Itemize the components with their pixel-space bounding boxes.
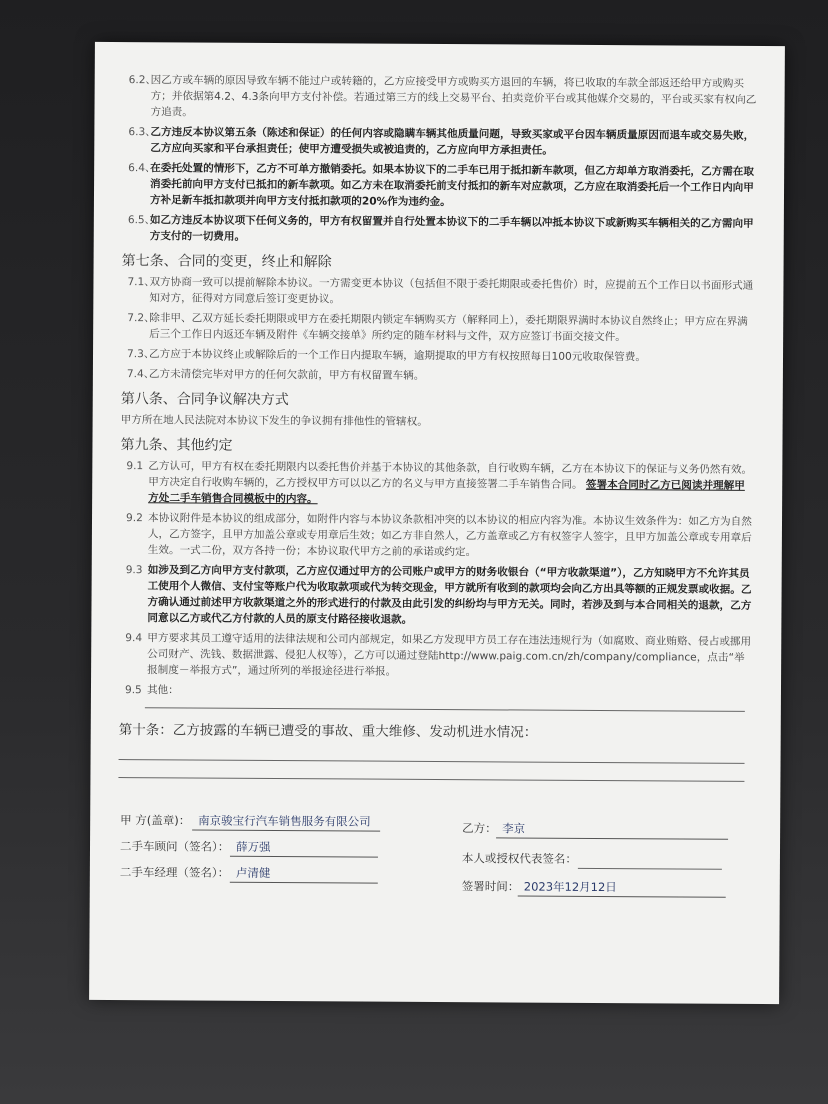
section-9-title: 第九条、其他约定 <box>120 437 233 454</box>
clause-number: 9.4 <box>125 632 143 645</box>
clause-number: 9.2 <box>125 512 143 525</box>
clause-9-2 <box>126 510 754 562</box>
clause-number: 7.4、 <box>126 368 155 381</box>
clause-7-3 <box>127 346 755 366</box>
manager-signature: 卢清健 <box>230 865 378 884</box>
clause-text: 如乙方违反本协议项下任何义务的，甲方有权留置并自行处置本协议下的二手车辆以冲抵本协议下或新购买车辆相关的乙方需向甲方支付的一切费用。 <box>149 214 754 243</box>
section-7-title: 第七条、合同的变更，终止和解除 <box>121 253 332 271</box>
clause-number: 9.3 <box>125 564 143 577</box>
clause-text: 甲方要求其员工遵守适用的法律法规和公司内部规定，如果乙方发现甲方员工存在违法违规行为（如腐败、商业贿赂、侵占或挪用公司财产、洗钱、数据泄露、侵犯人权等），乙方可以通过登陆http://www.paig.com.cn/zh/company/compliance，点击“举报制度－举报方式”，通过所列的举报途径进行举报。 <box>147 632 752 678</box>
clause-number: 6.4、 <box>128 162 156 175</box>
consultant-label: 二手车顾问（签名）： <box>119 839 230 854</box>
other-terms-line <box>145 706 745 712</box>
party-b-signature: 李京 <box>496 820 728 839</box>
disclosure-line-1 <box>119 758 745 764</box>
clause-7-1 <box>127 274 755 310</box>
clause-text: 乙方未清偿完毕对甲方的任何欠款前，甲方有权留置车辆。 <box>148 368 425 382</box>
clause-number: 6.5、 <box>127 214 156 227</box>
manager-label: 二手车经理（签名）： <box>119 865 230 880</box>
clause-9-4 <box>125 630 753 682</box>
clause-9-5 <box>125 682 753 702</box>
clause-9-1-text: 乙方认可，甲方有权在委托期限内以委托售价并基于本协议的其他条款，自行收购车辆，乙方在本协议下的保证与义务仍然有效。甲方决定自行收购车辆的，乙方授权甲方可以以乙方的名义与甲方直接签署二手车销售合同。 <box>148 460 753 491</box>
representative-label: 本人或授权代表签名： <box>461 851 577 866</box>
date-label: 签署时间： <box>461 879 520 894</box>
clause-text: 因乙方或车辆的原因导致车辆不能过户或转籍的，乙方应接受甲方或购买方退回的车辆，将已收取的车款全部返还给甲方或购买方；并依据第4.2、4.3条向甲方支付补偿。若通过第三方的线上交易平台、拍卖竞价平台或其他媒介交易的，平台或买家有权向乙方追责。 <box>150 74 757 119</box>
clause-6-3 <box>128 124 756 160</box>
clause-text: 乙方违反本协议第五条（陈述和保证）的任何内容或隐瞒车辆其他质量问题，导致买家或平台因车辆质量原因而退车或交易失败，乙方应向买家和平台承担责任；使甲方遭受损失或被追责的，乙方应向甲方承担责任。 <box>150 126 755 157</box>
clause-7-4 <box>127 366 755 386</box>
clause-text: 本协议附件是本协议的组成部分，如附件内容与本协议条款相冲突的以本协议的相应内容为准。本协议生效条件为：如乙方为自然人，乙方签字，且甲方加盖公章或专用章后生效；如乙方非自然人，乙方盖章或乙方有权签字人签字，且甲方加盖公章或专用章后生效。一式二份，双方各持一份；本协议取代甲方之前的承诺或约定。 <box>147 512 752 559</box>
signing-date: 2023年12月12日 <box>518 879 726 898</box>
clause-number: 6.2、 <box>128 74 157 87</box>
clause-number: 9.5 <box>124 684 142 697</box>
clause-text <box>148 458 754 510</box>
party-a-label: 甲 方(盖章)： <box>120 813 191 828</box>
clause-number: 7.3、 <box>126 348 155 361</box>
clause-text: 如涉及到乙方向甲方支付款项，乙方应仅通过甲方的公司账户或甲方的财务收银台（“甲方收款渠道”），乙方知晓甲方不允许其员工使用个人微信、支付宝等账户代为收取款项或代为转交现金，甲方就所有收到的款项均会向乙方出具等额的正规发票或收据。乙方确认通过前述甲方收款渠道之外的形式进行的付款及由此引发的纠纷均与甲方无关。同时，若涉及到与本合同相关的退款，乙方同意以乙方或代乙方付款的人员的原支付路径接收退款。 <box>147 564 752 626</box>
clause-text: 其他： <box>146 684 179 697</box>
clause-text: 乙方应于本协议终止或解除后的一个工作日内提取车辆，逾期提取的甲方有权按照每日100元收取保管费。 <box>148 348 646 364</box>
clause-text: 除非甲、乙双方延长委托期限或甲方在委托期限内锁定车辆购买方（解释同上），委托期限界满时本协议自然终止；甲方应在界满后三个工作日内返还车辆及附件《车辆交接单》所约定的随车材料与文件，双方应签订书面交接文件。 <box>149 312 748 344</box>
section-10-title: 第十条：乙方披露的车辆已遭受的事故、重大维修、发动机进水情况： <box>118 722 538 741</box>
clause-6-4 <box>128 160 756 212</box>
clause-number: 7.2、 <box>127 312 155 325</box>
clause-9-1-underlined: 签署本合同时乙方已阅读并理解甲方处二手车销售合同模板中的内容。 <box>148 478 745 506</box>
contract-body <box>118 72 757 782</box>
disclosure-line-2 <box>118 776 744 782</box>
clause-9-3 <box>125 562 753 630</box>
clause-6-5 <box>128 212 756 248</box>
clause-number: 6.3、 <box>128 126 156 139</box>
clause-text: 在委托处置的情形下，乙方不可单方撤销委托。如果本协议下的二手车已用于抵扣新车款项，但乙方却单方取消委托，乙方需在取消委托前向甲方支付已抵扣的新车款项。如乙方未在取消委托前支付抵扣的新车对应款项，乙方应在取消委托后一个工作日内向甲方补足新车抵扣款项并向甲方支付抵扣款项的20%作为违约金。 <box>149 162 755 209</box>
clause-text: 双方协商一致可以提前解除本协议。一方需变更本协议（包括但不限于委托期限或委托售价）时，应提前五个工作日以书面形式通知对方，征得对方同意后签订变更协议。 <box>149 276 754 306</box>
section-8-title: 第八条、合同争议解决方式 <box>120 391 289 409</box>
consultant-signature: 薛万强 <box>230 839 378 858</box>
party-a-seal: 南京骏宝行汽车销售服务有限公司 <box>192 813 380 832</box>
clause-number: 7.1、 <box>127 276 155 289</box>
clause-number: 9.1 <box>126 460 144 473</box>
clause-7-2 <box>127 310 755 346</box>
contract-page <box>89 42 785 1004</box>
clause-6-2 <box>128 72 756 124</box>
section-8-text: 甲方所在地人民法院对本协议下发生的争议拥有排他性的管辖权。 <box>120 414 428 428</box>
clause-9-1 <box>126 458 754 510</box>
representative-signature-line <box>578 867 722 870</box>
party-b-label: 乙方： <box>462 821 497 836</box>
